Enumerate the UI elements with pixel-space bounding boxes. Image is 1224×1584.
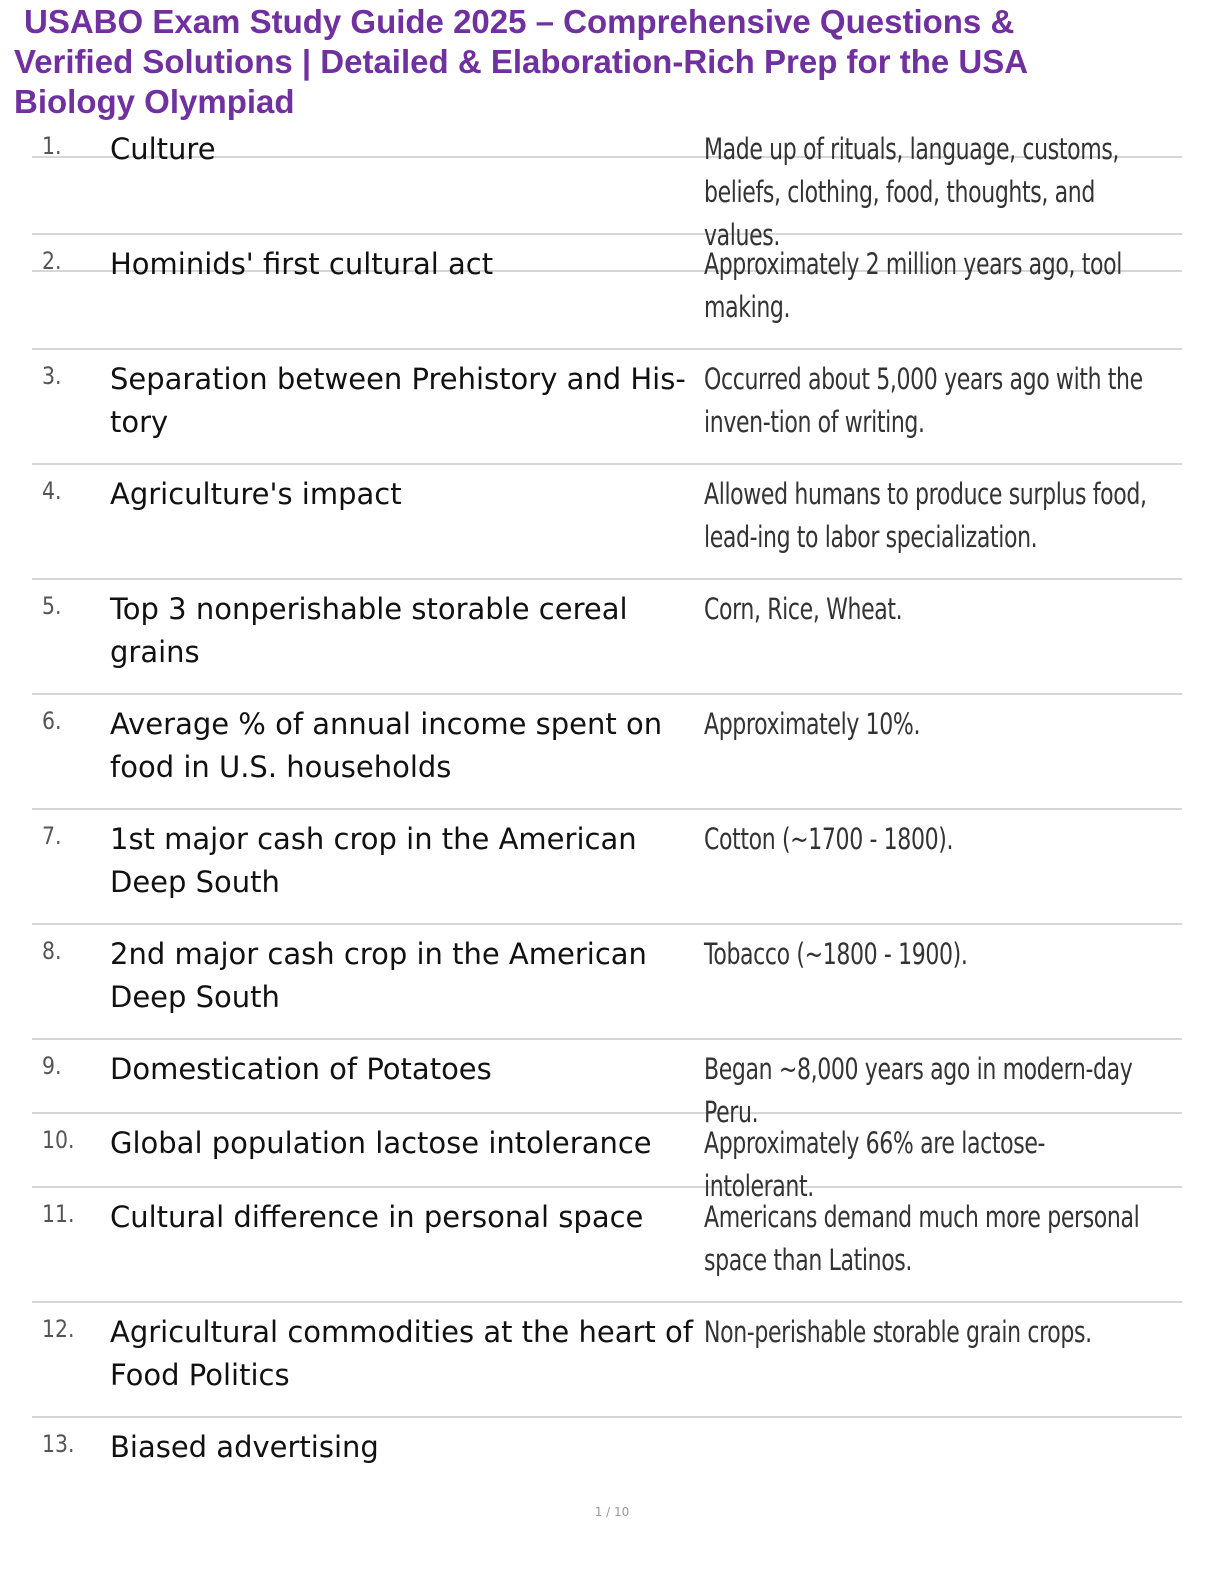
card-number: 10. — [42, 1126, 75, 1154]
card-definition: Allowed humans to produce surplus food, lead-ing to labor specialization. — [704, 477, 1147, 554]
card-number: 9. — [42, 1052, 62, 1080]
document-title — [14, 2, 1194, 122]
card-definition: Occurred about 5,000 years ago with the inven-tion of writing. — [704, 362, 1143, 439]
card-definition: Approximately 2 million years ago, tool making. — [704, 247, 1122, 324]
title-line-2: Verified Solutions | Detailed & Elaboration-Rich Prep for the USA — [14, 43, 1029, 80]
card-row — [32, 695, 1182, 810]
card-definition: Non-perishable storable grain crops. — [704, 1315, 1092, 1349]
card-number: 13. — [42, 1430, 75, 1458]
card-row — [32, 1114, 1182, 1203]
card-row — [32, 350, 1182, 465]
card-definition: Approximately 10%. — [704, 707, 921, 741]
card-definition: Made up of rituals, language, customs, beliefs, clothing, food, thoughts, and values. — [704, 132, 1120, 252]
card-row — [32, 120, 1182, 252]
card-row — [32, 465, 1182, 580]
card-definition: Cotton (~1700 - 1800). — [704, 822, 954, 856]
card-number: 12. — [42, 1315, 75, 1343]
card-term: Agricultural commodities at the heart of Food Politics — [110, 1315, 693, 1392]
card-term: Global population lactose intolerance — [110, 1126, 652, 1160]
card-definition: Americans demand much more personal space than Latinos. — [704, 1200, 1140, 1277]
card-row — [32, 1303, 1182, 1418]
card-row — [32, 925, 1182, 1040]
card-number: 2. — [42, 247, 62, 275]
card-number: 7. — [42, 822, 62, 850]
card-row — [32, 580, 1182, 695]
card-number: 1. — [42, 132, 62, 160]
card-term: Biased advertising — [110, 1430, 379, 1464]
title-line-3: Biology Olympiad — [14, 83, 295, 120]
card-term: Top 3 nonperishable storable cereal grains — [110, 592, 628, 669]
card-term: Average % of annual income spent on food in U.S. households — [110, 707, 663, 784]
card-term: Culture — [110, 132, 216, 166]
flashcard-list — [32, 120, 1182, 1533]
card-number: 4. — [42, 477, 62, 505]
page-number: 1 / 10 — [594, 1505, 630, 1519]
card-definition: Corn, Rice, Wheat. — [704, 592, 903, 626]
card-number: 11. — [42, 1200, 75, 1228]
card-row — [32, 810, 1182, 925]
title-line-1: USABO Exam Study Guide 2025 – Comprehensive Questions & — [24, 3, 1015, 40]
card-term: Cultural difference in personal space — [110, 1200, 644, 1234]
card-term: Domestication of Potatoes — [110, 1052, 492, 1086]
card-term: 2nd major cash crop in the American Deep South — [110, 937, 647, 1014]
card-term: Agriculture's impact — [110, 477, 402, 511]
card-number: 6. — [42, 707, 62, 735]
card-definition: Began ~8,000 years ago in modern-day Peru. — [704, 1052, 1133, 1129]
card-definition: Tobacco (~1800 - 1900). — [704, 937, 968, 971]
card-term: 1st major cash crop in the American Deep South — [110, 822, 637, 899]
card-row — [32, 1040, 1182, 1129]
card-definition: Approximately 66% are lactose-intolerant. — [704, 1126, 1046, 1203]
card-term: Hominids' first cultural act — [110, 247, 494, 281]
card-number: 5. — [42, 592, 62, 620]
card-row — [32, 1188, 1182, 1303]
card-number: 8. — [42, 937, 62, 965]
card-number: 3. — [42, 362, 62, 390]
card-row — [32, 235, 1182, 350]
card-term: Separation between Prehistory and His-tory — [110, 362, 686, 439]
